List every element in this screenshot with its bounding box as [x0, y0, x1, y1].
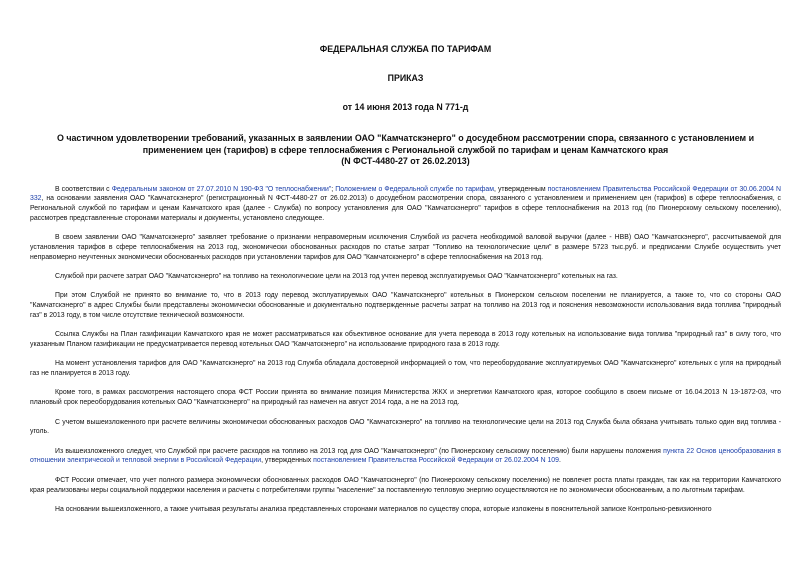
paragraph-2: В своем заявлении ОАО "Камчатскэнерго" заявляет требование о признании неправомерным исключения Службой из расчета необходимой валовой выручки (далее - НВВ) ОАО "Камчатскэнерго", рассчитываемой для установления тарифов в сфере теплоснабжения на 2013 год, экономически обоснованных расходов по статье затрат "Топливо на технологические цели" в размере 5723 тыс.руб. и предписании Службе осуществить учет неправомерно неучтенных экономически обоснованных расходов при установлении тарифов для ОАО "Камчатскэнерго" в сфере теплоснабжения на 2013 год.: [30, 234, 781, 261]
doc-type-heading: ПРИКАЗ: [387, 73, 424, 83]
text: , на основании заявления ОАО "Камчатскэнерго" (регистрационный N ФСТ-4480-27 от 26.02.2013) о досудебном рассмотрении спора, связанного с установлением и применением цен (тарифов) в сфере теплоснабжения, с Региональной службой по тарифам и ценам Камчатского края (далее - Служба) по вопросу установления для ОАО "Камчатскэнерго" тарифов в сфере теплоснабжения на 2013 год (по Пионерскому сельскому поселению), рассмотрев представленные сторонами материалы и документы, установлено следующее.: [30, 195, 781, 222]
document-title: [30, 133, 781, 168]
paragraph-6: На момент установления тарифов для ОАО "Камчатскэнерго" на 2013 год Служба обладала достоверной информацией о том, что переоборудование эксплуатируемых ОАО "Камчатскэнерго" котельных с угля на природный газ не планируется в 2013 году.: [30, 360, 781, 378]
paragraph-11: На основании вышеизложенного, а также учитывая результаты анализа представленных сторонами материалов по существу спора, которые изложены в пояснительной записке Контрольно-ревизионного: [55, 505, 712, 513]
agency-heading: ФЕДЕРАЛЬНАЯ СЛУЖБА ПО ТАРИФАМ: [319, 44, 492, 54]
date-number: от 14 июня 2013 года N 771-д: [342, 102, 469, 112]
link-government-decree-332[interactable]: постановлением Правительства Российской Федерации от 30.06.2004 N 332: [30, 185, 782, 203]
paragraph-7: Кроме того, в рамках рассмотрения настоящего спора ФСТ России принята во внимание позиция Министерства ЖКХ и энергетики Камчатского края, которое сообщило в своем письме от 16.04.2013 N 13-1872-03, что плановый срок переоборудования котельных ОАО "Камчатскэнерго" на природный газ намечен на август 2014 года, а не на 2013 год.: [30, 389, 781, 407]
text: Из вышеизложенного следует, что Службой при расчете расходов на топливо на 2013 год для ОАО "Камчатскэнерго" (по Пионерскому сельскому поселению) были нарушены положения: [55, 447, 664, 455]
text: , утвержденным: [493, 185, 548, 193]
paragraph-9: [30, 447, 781, 467]
text: .: [558, 457, 561, 465]
paragraph-3: Службой при расчете затрат ОАО "Камчатскэнерго" на топливо на технологические цели на 2013 год учтен перевод эксплуатируемых ОАО "Камчатскэнерго" котельных на газ.: [55, 273, 618, 281]
paragraph-5: Ссылка Службы на План газификации Камчатского края не может рассматриваться как объективное основание для учета перевода в 2013 году котельных на использование вида топлива "природный газ" в силу того, что указанным Планом газификации не предусматривается перевод котельных ОАО "Камчатскэнерго" на использование природного газа в 2013 году.: [30, 331, 781, 349]
link-federal-law[interactable]: Федеральным законом от 27.07.2010 N 190-ФЗ "О теплоснабжении": [111, 185, 332, 193]
link-fst-regulation[interactable]: Положением о Федеральной службе по тарифам: [335, 185, 494, 193]
link-pricing-basics-clause-22[interactable]: пункта 22 Основ ценообразования в отношении электрической и тепловой энергии в Российской Федерации: [30, 447, 781, 465]
text: , утвержденных: [261, 457, 314, 465]
text: В соответствии с: [55, 185, 112, 193]
text: ;: [331, 185, 336, 193]
title-line-2: применением цен (тарифов) в сфере теплоснабжения с Региональной службой по тарифам и ценам Камчатского края: [142, 144, 669, 155]
link-government-decree-109[interactable]: постановлением Правительства Российской Федерации от 26.02.2004 N 109: [313, 457, 559, 465]
paragraph-4: При этом Службой не принято во внимание то, что в 2013 году перевод эксплуатируемых ОАО "Камчатскэнерго" котельных в Пионерском сельском поселении не планируется, а также то, что со стороны ОАО "Камчатскэнерго" в адрес Службы были представлены экономически обоснованные и документально подтвержденные расчеты затрат на топливо на 2013 год и пояснения невозможности использования вида топлива "природный газ" в 2013 году, в том числе отсутствие технической возможности.: [30, 292, 781, 319]
paragraph-1: [30, 185, 781, 224]
title-line-1: О частичном удовлетворении требований, указанных в заявлении ОАО "Камчатскэнерго" о досудебном рассмотрении спора, связанного с установлением и: [56, 133, 755, 143]
paragraph-10: ФСТ России отмечает, что учет полного размера экономически обоснованных расходов ОАО "Камчатскэнерго" (по Пионерскому сельскому поселению) не повлечет роста платы граждан, так как на территории Камчатского края реализованы меры социальной поддержки населения и расчеты с потребителями группы "население" за поставленную тепловую энергию осуществляются не по экономически обоснованным, а по льготным тарифам.: [30, 476, 781, 494]
paragraph-8: С учетом вышеизложенного при расчете величины экономически обоснованных расходов ОАО "Камчатскэнерго" на топливо на технологические цели на 2013 год Служба была обязана учитывать только один вид топлива - уголь.: [30, 418, 781, 436]
title-line-3: (N ФСТ-4480-27 от 26.02.2013): [341, 156, 470, 166]
